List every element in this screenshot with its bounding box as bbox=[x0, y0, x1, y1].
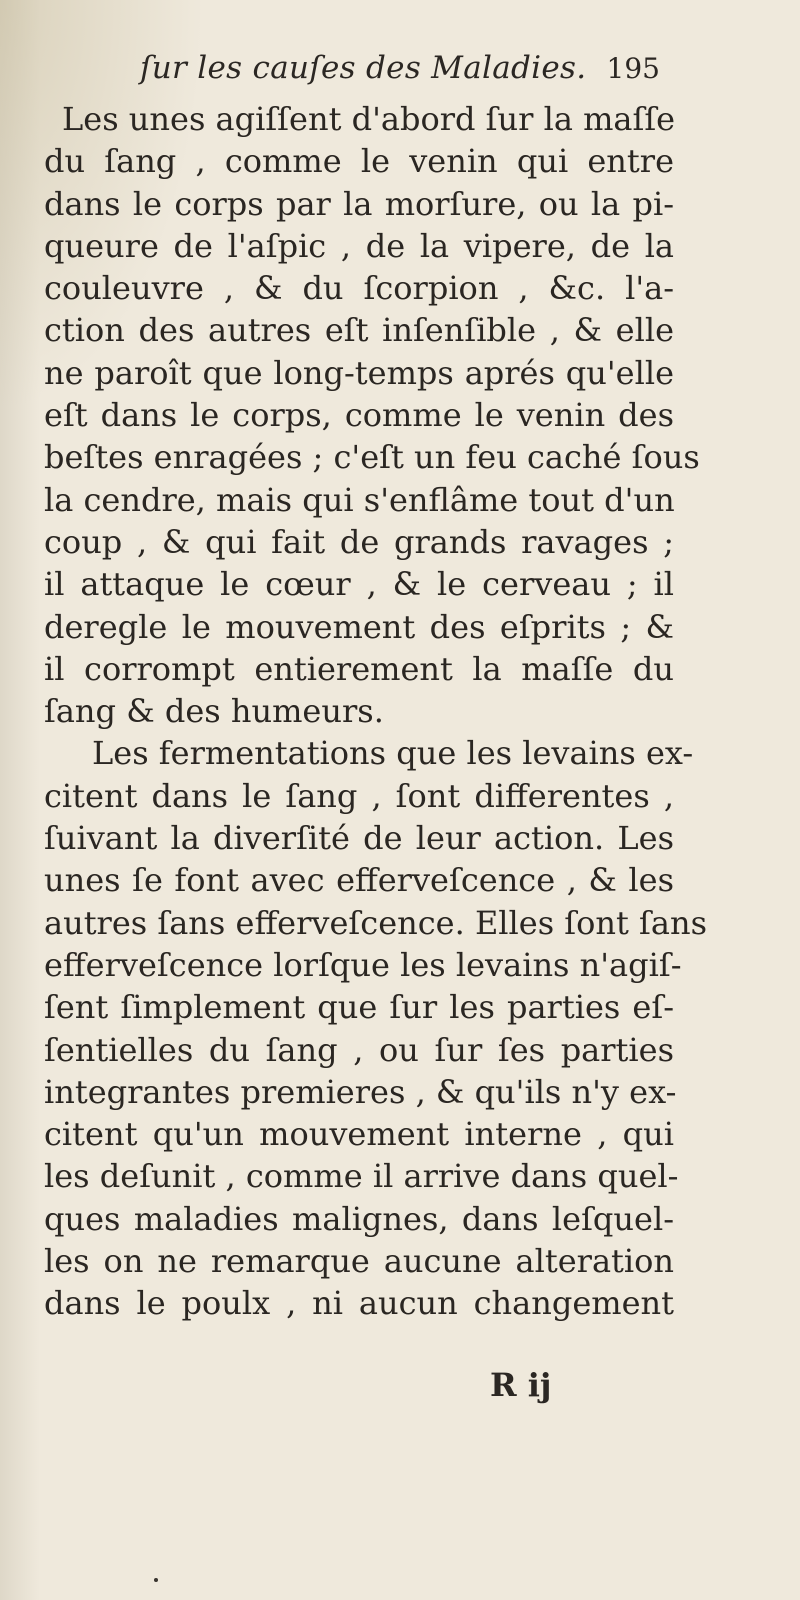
text-line: coup , & qui fait de grands ravages ; bbox=[44, 522, 674, 561]
text-line: unes ſe font avec efferveſcence , & les bbox=[44, 861, 674, 900]
text-line: autres ſans efferveſcence. Elles ſont ſans bbox=[44, 903, 707, 942]
text-line: couleuvre , & du ſcorpion , &c. l'a- bbox=[44, 269, 674, 308]
text-line: ſuivant la diverſité de leur action. Les bbox=[44, 819, 674, 858]
text-line: il attaque le cœur , & le cerveau ; il bbox=[44, 565, 674, 604]
text-line: ne paroît que long-temps aprés qu'elle bbox=[44, 353, 674, 392]
text-line: Les unes agiſſent d'abord ſur la maſſe bbox=[62, 100, 676, 138]
text-line: citent qu'un mouvement interne , qui bbox=[44, 1115, 674, 1154]
ink-speck bbox=[154, 1578, 158, 1582]
text-line: il corrompt entierement la maſſe du bbox=[44, 649, 674, 688]
text-line: du ſang , comme le venin qui entre bbox=[44, 142, 674, 181]
text-line: ſent ſimplement que ſur les parties eſ- bbox=[44, 988, 674, 1027]
text-line: ſentielles du ſang , ou ſur ſes parties bbox=[44, 1030, 674, 1069]
page-header bbox=[140, 50, 660, 96]
page-number: 195 bbox=[606, 52, 660, 85]
text-line: efferveſcence lorſque les levains n'agiſ- bbox=[44, 945, 682, 984]
text-line: dans le corps par la morſure, ou la pi- bbox=[44, 184, 674, 223]
text-line: ſang & des humeurs. bbox=[44, 692, 384, 731]
text-line: beſtes enragées ; c'eſt un feu caché ſous bbox=[44, 438, 700, 477]
text-line: citent dans le ſang , ſont differentes , bbox=[44, 776, 674, 815]
text-line: les on ne remarque aucune alteration bbox=[44, 1242, 674, 1281]
text-line: ques maladies malignes, dans leſquel- bbox=[44, 1199, 674, 1238]
text-line: deregle le mouvement des eſprits ; & bbox=[44, 607, 674, 646]
text-line: integrantes premieres , & qu'ils n'y ex- bbox=[44, 1072, 677, 1111]
text-line: la cendre, mais qui s'enflâme tout d'un bbox=[44, 480, 675, 519]
body-text bbox=[44, 98, 707, 1325]
text-line: ction des autres eſt inſenſible , & elle bbox=[44, 311, 674, 350]
running-title: ſur les cauſes des Maladies. bbox=[140, 50, 587, 86]
signature-mark: R ij bbox=[490, 1366, 552, 1404]
text-line: dans le poulx , ni aucun changement bbox=[44, 1284, 674, 1323]
text-line: queure de l'aſpic , de la vipere, de la bbox=[44, 226, 674, 265]
text-line: Les fermentations que les levains ex- bbox=[92, 734, 694, 773]
text-line: eſt dans le corps, comme le venin des bbox=[44, 396, 674, 435]
text-line: les deſunit , comme il arrive dans quel- bbox=[44, 1157, 679, 1196]
